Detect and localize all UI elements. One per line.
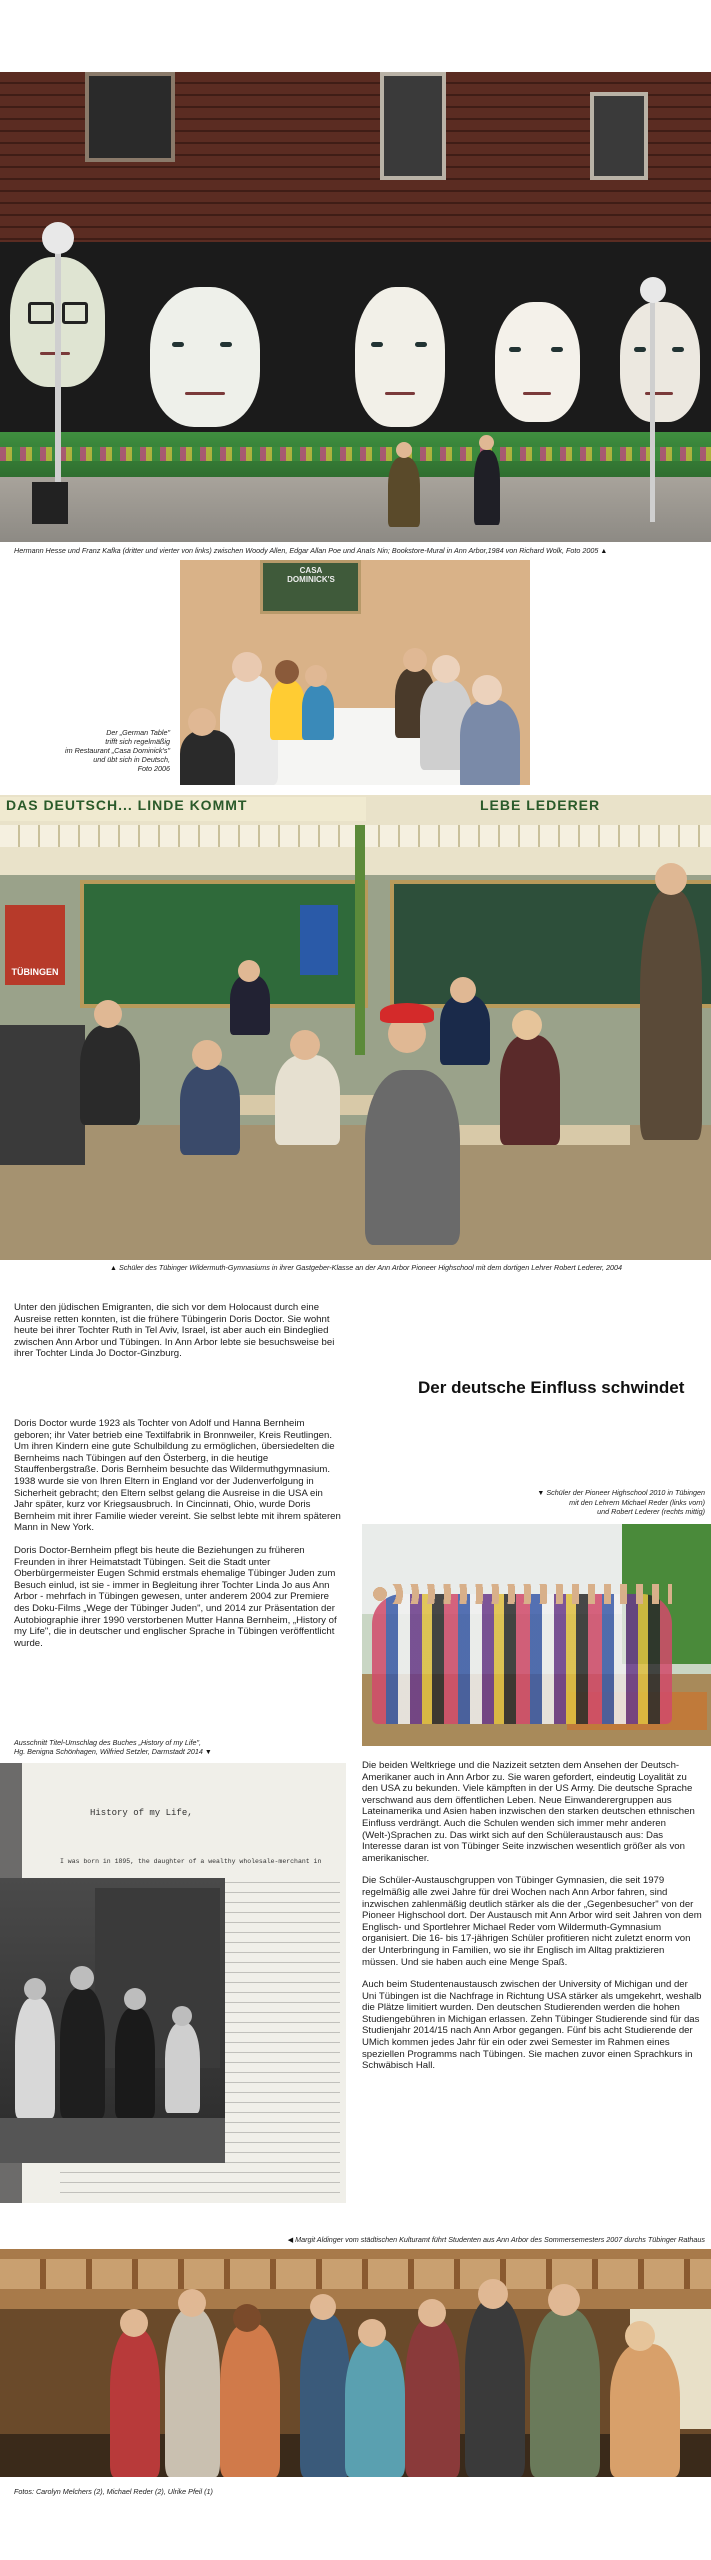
book-title-line: History of my Life, <box>90 1808 193 1818</box>
casa-sign: CASA DOMINICK'S <box>287 566 335 584</box>
mural-face-franz-kafka <box>495 302 580 422</box>
family-photograph <box>0 1878 225 2163</box>
mural-caption: Hermann Hesse und Franz Kafka (dritter und vierter von links) zwischen Woody Allen, Edgar Allan Poe und Anaïs Nin; Bookstore-Mural in Ann Arbor,1984 von Richard Wolk, Foto 2005 ▲ <box>14 546 608 555</box>
mural-face-edgar-allan-poe <box>150 287 260 427</box>
pioneer-group-caption: ▼ Schüler der Pioneer Highschool 2010 in Tübingen mit den Lehrern Michael Reder (links vorn) und Robert Lederer (rechts mittig) <box>537 1488 705 1516</box>
german-table-caption: Der „German Table" trifft sich regelmäßig im Restaurant „Casa Dominick's" und übt sich in Deutsch, Foto 2006 <box>65 728 170 773</box>
book-first-line: I was born in 1895, the daughter of a wealthy wholesale-merchant in <box>60 1858 322 1865</box>
students-caption: ◀ Margit Aldinger vom städtischen Kulturamt führt Studenten aus Ann Arbor des Sommersemesters 2007 durchs Tübinger Rathaus <box>287 2235 705 2244</box>
classroom-banner-left: DAS DEUTSCH... LINDE KOMMT <box>0 797 366 821</box>
intro-paragraph: Unter den jüdischen Emigranten, die sich vor dem Holocaust durch eine Ausreise retten konnten, ist die frühere Tübingerin Doris Doctor. Sie wohnt heute bei ihrer Tochter Ruth in Tel Aviv, Israel, ist aber auch ein Bindeglied zwischen Ann Arbor und Tübingen. In Ann Arbor lebte sie besuchsweise bei ihrer Tochter Linda Jo Doctor-Ginzburg. <box>14 1302 335 1360</box>
triangle-up-icon: ▲ <box>110 1265 117 1272</box>
german-influence-paragraphs: Die beiden Weltkriege und die Nazizeit setzten dem Ansehen der Deutsch-Amerikaner auch in Ann Arbor zu. Sie waren gefordert, eindeutig Loyalität zu den USA zu bekunden. Viele kämpften in der US Army. Die deutsche Sprache verschwand aus dem öffentlichen Leben. Neue Einwanderergruppen aus Lateinamerika und Asien haben inzwischen den starken deutschen ethnischen Einfluss verdrängt. Auch die Schulen wenden sich immer mehr anderen (Welt-)Sprachen zu. Das wirkt sich auf den Schüleraustausch aus: Das Interesse daran ist von Tübinger Seite inzwischen wesentlich größer als von amerikanischer. Die Schüler-Austauschgruppen von Tübinger Gymnasien, die seit 1979 regelmäßig alle zwei Jahre für drei Wochen nach Ann Arbor fahren, sind inzwischen zahlenmäßig deutlich stärker als die der „Gegenbesucher" von der Pioneer Highschool dort. Der Austausch mit Ann Arbor wird seit Jahren von dem Englisch- und Sportlehrer Michael Reder vom Wildermuth-Gymnasium organisiert. Die 16- bis 17-jährigen Schüler profitieren nicht zuletzt enorm von der Unterbringung in Familien, wo sie ihr Englisch im Alltag praktizieren müssen. Und sie haben auch eine Menge Spaß. Auch beim Studentenaustausch zwischen der University of Michigan und der Uni Tübingen ist die Nachfrage in Richtung USA stärker als umgekehrt, weshalb die Plätze limitiert wurden. Den deutschen Studierenden werden die hohen Studiengebühren in Michigan erlassen. Zehn Tübinger Studierende sind für das Studienjahr 2014/15 nach Ann Arbor gegangen. Fünf bis acht Studierende der UMich kommen jedes Jahr für ein oder zwei Semester im Rahmen eines speziellen Programms nach Tübingen. Sie machen zuvor einen Sprachkurs in Schwäbisch Hall. <box>362 1760 702 2072</box>
classroom-caption: ▲ Schüler des Tübinger Wildermuth-Gymnasiums in ihrer Gastgeber-Klasse an der Ann Arbor Pioneer Highschool mit dem dortigen Lehrer Robert Lederer, 2004 <box>110 1263 622 1272</box>
triangle-down-icon: ▼ <box>537 1490 545 1497</box>
pedestrian-man <box>474 450 500 525</box>
triangle-down-icon: ◀ <box>287 2237 294 2244</box>
classroom-banner-right: LEBE LEDERER <box>480 797 601 813</box>
german-table-photo <box>180 560 530 785</box>
triangle-down-icon: ▼ <box>204 1749 212 1756</box>
book-caption: Ausschnitt Titel-Umschlag des Buches „History of my Life", Hg. Benigna Schönhagen, Wilfried Setzler, Darmstadt 2014 ▼ <box>14 1738 212 1756</box>
book-cover-photo <box>0 1763 346 2203</box>
mural-photo <box>0 72 711 542</box>
triangle-up-icon: ▲ <box>600 548 608 555</box>
classroom-photo <box>0 795 711 1260</box>
students-rathaus-photo <box>0 2249 711 2477</box>
tubingen-poster: TÜBINGEN <box>5 905 65 985</box>
pioneer-group-photo <box>362 1524 711 1746</box>
teacher-robert-lederer <box>640 890 702 1140</box>
mural-face-anais-nin <box>620 302 700 422</box>
pedestrian-woman <box>388 457 420 527</box>
photo-credits: Fotos: Carolyn Melchers (2), Michael Reder (2), Ulrike Pfeil (1) <box>14 2487 213 2496</box>
doris-doctor-paragraphs: Doris Doctor wurde 1923 als Tochter von Adolf und Hanna Bernheim geboren; ihr Vater betrieb eine Textilfabrik in Bronnweiler, Kreis Reutlingen. Um ihren Kindern eine gute Schulbildung zu ermöglichen, übersiedelten die Bernheims nach Tübingen auf den Österberg, in die heutige Stauffenbergstraße. Doris Bernheim besuchte das Wildermuthgymnasium. 1938 wurde sie von Ihren Eltern in England vor der Judenverfolgung in Sicherheit gebracht; den Eltern selbst gelang die Ausreise in die USA ein Jahr später, kurz vor Kriegsausbruch. In Cincinnati, Ohio, wurde Doris Bernheim mit ihrer Familie wieder vereint. Sie selbst lebte mit ihrem späteren Mann in New York. Doris Doctor-Bernheim pflegt bis heute die Beziehungen zu früheren Freunden in ihrer Heimatstadt Tübingen. Seit die Stadt unter Oberbürgermeister Eugen Schmid erstmals ehemalige Tübinger Juden zum Besuch einlud, ist sie - immer in Begleitung ihrer Tochter Linda Jo aus Ann Arbor - mehrfach in Tübingen gewesen, unter anderem 2004 zur Premiere des Doku-Films „Wege der Tübinger Juden", und 2014 zur Präsentation der Autobiographie ihrer 1990 verstorbenen Mutter Hanna Bernheim, „History of my Life", die in deutscher und englischer Sprache in Tübingen veröffentlicht wurde. <box>14 1418 341 1649</box>
mural-face-hermann-hesse <box>355 287 445 427</box>
section-heading: Der deutsche Einfluss schwindet <box>418 1378 685 1397</box>
